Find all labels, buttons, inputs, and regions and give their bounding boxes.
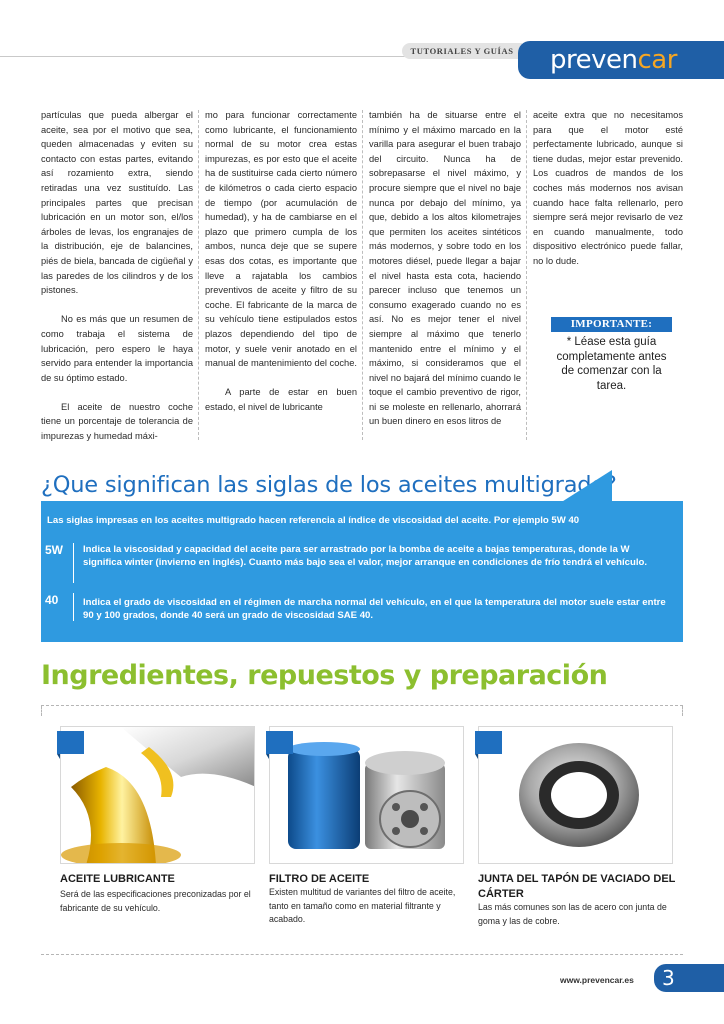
siglas-description: Indica la viscosidad y capacidad del aceite para ser arrastrado por la bomba de aceite a bajas temperaturas, donde la W significa winter (invierno en inglés). Cuanto más bajo sea el valor, mejor arranque en condiciones de frío tendrá el vehículo.: [83, 544, 648, 568]
column-divider: [526, 110, 527, 440]
siglas-code: 5W: [45, 543, 63, 557]
siglas-panel: [41, 501, 683, 642]
article-column-4: [533, 108, 683, 283]
siglas-code: 40: [45, 593, 59, 607]
siglas-description: Indica el grado de viscosidad en el régimen de marcha normal del vehículo, en el que la temperatura del motor suele estar entre 90 y 100 grados, donde 40 será un grado de viscosidad SAE 40.: [83, 597, 666, 621]
page-number: 3: [662, 966, 675, 990]
oil-pour-illustration: [61, 727, 255, 864]
logo-wordmark: [550, 45, 677, 75]
column-divider: [198, 110, 199, 440]
section-label: TUTORIALES Y GUÍAS: [402, 43, 522, 59]
ingredient-name: ACEITE LUBRICANTE: [60, 873, 175, 885]
article-column-1: [41, 108, 193, 458]
ingredients-heading: Ingredientes, repuestos y preparación: [41, 660, 608, 691]
article-column-3: [369, 108, 521, 444]
important-note-title: IMPORTANTE:: [551, 317, 672, 332]
siglas-divider: [73, 543, 74, 583]
paragraph: mo para funcionar correctamente como lubricante, el funcionamiento normal de su motor crea estas impurezas, es por esto que el aceite ha de sustituirse cada cierto número de kilómetros o cada cierto espacio de tiempo (por acumulación de humedad), y ha de cambiarse en el plazo que primero cumpla de los ambos, nunca deje que se supere esas dos cotas, es importante que lleve a rajatabla los cambios preventivos de aceite y filtro de su coche. El fabricante de la marca de su vehículo tiene estipulados estos plazos dependiendo del tipo de motor, y suele venir anotado en el manual de mantenimiento del coche.: [205, 110, 357, 369]
seal-washer-illustration: [479, 727, 673, 864]
paragraph: partículas que pueda albergar el aceite, sea por el motivo que sea, queden almacenadas y eviten su contacto con estas partes, evitando así rozamiento extra, siendo retiradas una vez sustituído. Las principales partes que precisan lubricación en un motor son, el/los árboles de levas, los engranajes de la distribución, eje de balancines, piés de biela, bancada de cigüeñal y las paredes de los cilindros y de los pistones.: [41, 110, 193, 296]
card-flag-marker: [475, 731, 502, 754]
logo-part-2: car: [637, 45, 677, 75]
card-flag-marker: [57, 731, 84, 754]
drain-plug-seal-image: [478, 726, 673, 864]
card-flag-marker: [266, 731, 293, 754]
ingredient-name: JUNTA DEL TAPÓN DE VACIADO DEL CÁRTER: [478, 873, 676, 900]
brand-logo: [518, 41, 724, 79]
paragraph: No es más que un resumen de como trabaja el sistema de lubricación, pero espero le haya servido para entender la importancia de su óptimo estado.: [41, 314, 193, 383]
footer-url: www.prevencar.es: [560, 975, 634, 985]
ingredient-name: FILTRO DE ACEITE: [269, 873, 370, 885]
oil-filter-illustration: [270, 727, 464, 864]
column-divider: [362, 110, 363, 440]
siglas-divider: [73, 593, 74, 621]
ingredient-description: Será de las especificaciones preconizadas por el fabricante de su vehículo.: [60, 889, 251, 913]
page-number-tab: [654, 964, 724, 992]
oil-pour-image: [60, 726, 255, 864]
paragraph: aceite extra que no necesitamos para que el motor esté perfectamente lubricado, aunque si tiene dudas, mejor estar prevenido. Los cuadros de mandos de los coches más modernos nos avisan cuando hace falta rellenarlo, pero siempre será mejor revisarlo de vez en cuando manualmente, todo dispositivo electrónico puede fallar, no lo dude.: [533, 110, 683, 266]
ingredient-description: Las más comunes son las de acero con junta de goma y las de cobre.: [478, 902, 667, 926]
important-note: [551, 317, 672, 409]
paragraph: A parte de estar en buen estado, el nivel de lubricante: [205, 387, 357, 412]
article-column-2: [205, 108, 357, 429]
ingredient-description: Existen multitud de variantes del filtro de aceite, tanto en tamaño como en material filtrante y acabado.: [269, 887, 456, 924]
important-note-body: * Léase esta guía completamente antes de comenzar con la tarea.: [556, 336, 667, 392]
siglas-intro: Las siglas impresas en los aceites multigrado hacen referencia al índice de viscosidad del aceite. Por ejemplo 5W 40: [47, 515, 580, 526]
heading-arrow-decoration: [560, 470, 612, 503]
paragraph: también ha de situarse entre el mínimo y el máximo marcado en la varilla para asegurar el buen trabajo del circuito. Nunca ha de sobrepasarse el nivel máximo, y procure siempre que el nivel no baje nunca por debajo del mínimo, ya que, debido a los altos kilometrajes que permiten los aceites sintéticos más modernos, y sobre todo en los motores diésel, puede llegar a bajar el nivel hasta esta cota, haciendo parecer incluso que tenemos un consumo exagerado cuando no es así. No es mejor tener el nivel siempre al máximo que tenerlo mantenido entre el mínimo y el máximo, si consideramos que el nivel no bajará del mínimo cuando le toque el cambio preventivo de rigor, ni se moleste en rellenarlo, ahorrará un buen dinero en esos litros de: [369, 110, 521, 427]
paragraph: El aceite de nuestro coche tiene un porcentaje de tolerancia de impurezas y humedad máxi-: [41, 401, 193, 442]
oil-filter-image: [269, 726, 464, 864]
siglas-heading: ¿Que significan las siglas de los aceites multigrado?: [41, 472, 617, 498]
logo-part-1: preven: [550, 45, 638, 75]
